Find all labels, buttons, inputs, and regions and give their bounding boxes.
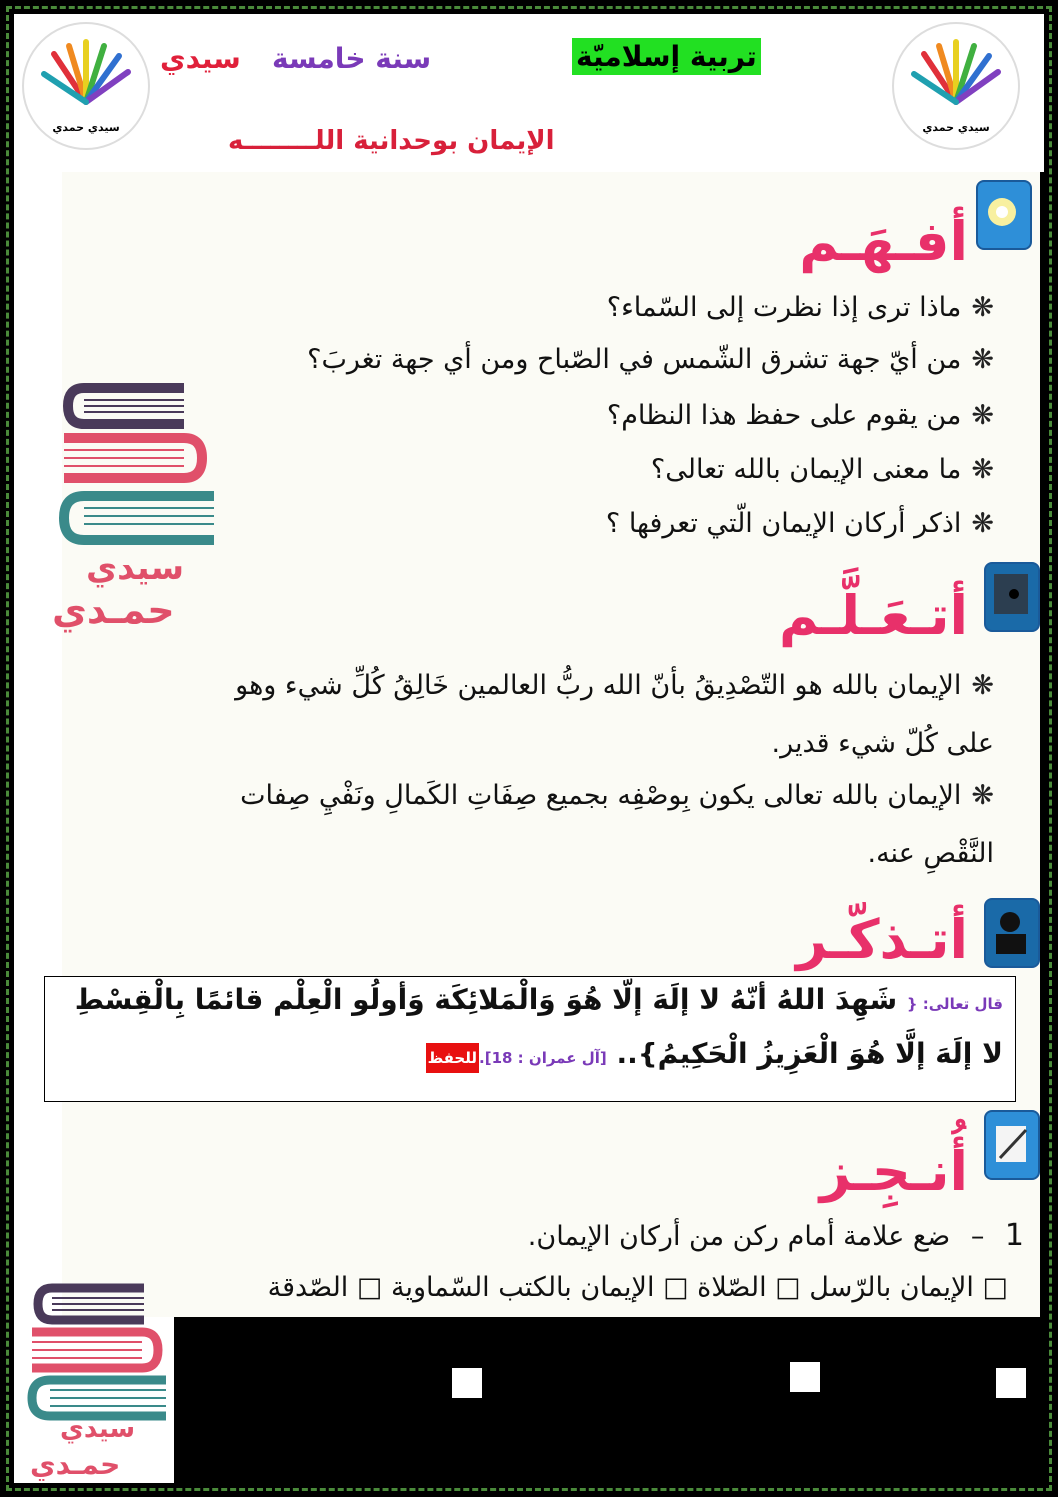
exercise-number: 1 — [1004, 1218, 1024, 1253]
memorize-badge: للحفظ — [426, 1043, 479, 1073]
answer-box[interactable] — [996, 1368, 1026, 1398]
quran-line-2 — [426, 1037, 1003, 1070]
head-bulb-icon — [976, 180, 1032, 250]
subject-title: تربية إسلاميّة — [572, 38, 761, 75]
thinking-person-icon — [984, 898, 1040, 968]
watermark-line1: سيدي — [86, 548, 185, 588]
star-bullet-icon: ❋ — [971, 344, 994, 375]
star-bullet-icon: ❋ — [971, 292, 994, 323]
teacher-name: سيدي — [160, 42, 241, 75]
pen-writing-icon — [984, 1110, 1040, 1180]
question-text: من يقوم على حفظ هذا النظام؟ — [606, 400, 962, 431]
question-text: اذكر أركان الإيمان الّتي تعرفها ؟ — [605, 508, 962, 539]
learn-text: الإيمان بالله تعالى يكون بِوصْفِه بجميع صِفَاتِ الكَمالِ ونَفْيِ صِفات — [240, 780, 962, 811]
quran-line-1 — [75, 983, 1003, 1016]
learn-line-2: على كُلّ شيء قدير. — [771, 728, 994, 759]
answer-box[interactable] — [790, 1362, 820, 1392]
books-stack-icon — [16, 1282, 176, 1422]
question-text: ماذا ترى إذا نظرت إلى السّماء؟ — [606, 292, 962, 323]
quran-reference: [آل عمران : 18]. — [479, 1049, 607, 1067]
exercise-text: ضع علامة أمام ركن من أركان الإيمان. — [527, 1221, 951, 1252]
exercise-options — [268, 1272, 1008, 1303]
question-5 — [606, 508, 994, 539]
logo-label: سيدي حمدي — [52, 121, 120, 134]
option-label: الإيمان بالكتب السّماوية — [391, 1272, 655, 1303]
option-label: الصّلاة — [697, 1272, 767, 1303]
books-stack-icon — [44, 380, 224, 552]
left-column-white — [14, 172, 62, 1317]
section-title-accomplish: أُنـجِـز — [819, 1140, 968, 1203]
question-text: ما معنى الإيمان بالله تعالى؟ — [650, 454, 962, 485]
quran-verse-part2: لا إلَهَ إلَّا هُوَ الْعَزِيزُ الْحَكِيمُ}.. — [616, 1037, 1003, 1070]
learn-line-1 — [235, 670, 994, 701]
star-bullet-icon: ❋ — [971, 670, 994, 701]
logo-left — [22, 22, 150, 150]
blackboard-icon — [984, 562, 1040, 632]
question-4 — [651, 454, 994, 485]
lesson-title: الإيمان بوحدانية اللــــــــه — [228, 126, 555, 156]
checkbox[interactable]: □ — [982, 1272, 1008, 1303]
question-2 — [307, 344, 994, 375]
learn-line-4: النَّقْصِ عنه. — [867, 838, 994, 869]
answer-box[interactable] — [452, 1368, 482, 1398]
option-label: الصّدقة — [267, 1272, 349, 1303]
star-bullet-icon: ❋ — [971, 780, 994, 811]
quran-verse-box — [44, 976, 1016, 1102]
star-bullet-icon: ❋ — [971, 454, 994, 485]
quran-intro: قال تعالى: { — [906, 995, 1003, 1013]
logo-right — [892, 22, 1020, 150]
exercise-dash: – — [970, 1221, 985, 1252]
section-title-remember: أتـذكّـر — [796, 908, 968, 971]
checkbox[interactable]: □ — [663, 1272, 689, 1303]
star-bullet-icon: ❋ — [971, 508, 994, 539]
watermark-line1: سيدي — [60, 1414, 136, 1444]
quran-verse-part1: شَهِدَ اللهُ أنّهُ لا إلَهَ إلّا هُوَ وَالْمَلائِكَة وَأولُو الْعِلْم قائمًا بِالْقِسْطِ — [74, 983, 898, 1016]
question-1 — [607, 292, 994, 323]
option-label: الإيمان بالرّسل — [809, 1272, 974, 1303]
watermark-line2: حمـدي — [52, 588, 175, 632]
learn-line-3 — [240, 780, 994, 811]
question-text: من أيّ جهة تشرق الشّمس في الصّباح ومن أي جهة تغربَ؟ — [307, 344, 962, 375]
watermark-line2: حمـدي — [30, 1448, 121, 1481]
checkbox[interactable]: □ — [356, 1272, 383, 1303]
star-bullet-icon: ❋ — [971, 400, 994, 431]
section-title-understand: أفـهَـم — [799, 210, 968, 273]
section-title-learn: أتـعَـلَّـم — [778, 584, 968, 647]
grade-title: سنة خامسة — [272, 42, 432, 75]
learn-text: الإيمان بالله هو التّصْدِيقُ بأنّ الله ربُّ العالمين خَالِقُ كُلِّ شيء وهو — [235, 670, 962, 701]
question-3 — [607, 400, 994, 431]
checkbox[interactable]: □ — [775, 1272, 801, 1303]
logo-label: سيدي حمدي — [922, 121, 990, 134]
exercise-1 — [528, 1218, 1024, 1253]
